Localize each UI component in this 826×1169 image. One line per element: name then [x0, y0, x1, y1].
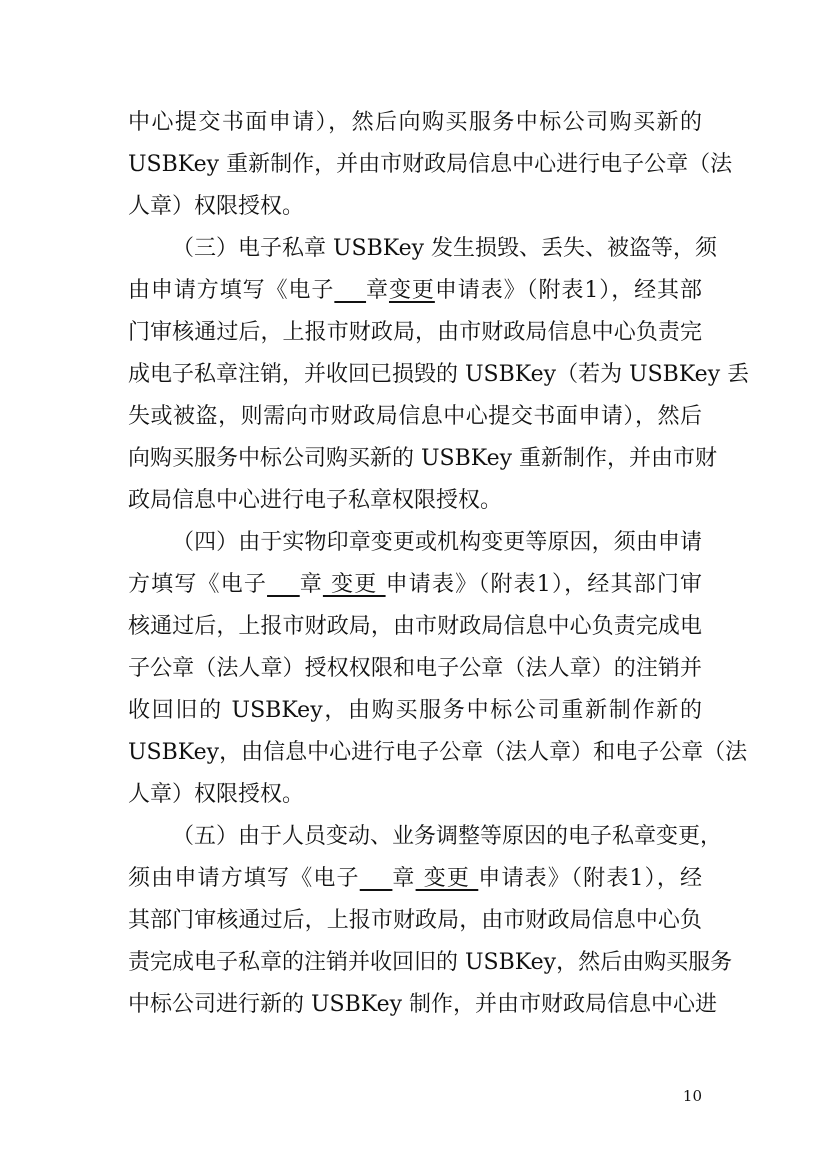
text-run: 人章）权限授权。 [128, 782, 305, 807]
text-line [128, 779, 702, 811]
text-run: 申请表》（附表1），经其部门审 [385, 572, 702, 597]
text-run: 其部门审核通过后，上报市财政局，由市财政局信息中心负 [128, 908, 702, 933]
blank-field [360, 866, 393, 891]
text-run: 责完成电子私章的注销并收回旧的 USBKey，然后由购买服务 [128, 950, 733, 975]
text-run: USBKey，由信息中心进行电子公章（法人章）和电子公章（法 [128, 740, 748, 765]
text-run: 收回旧的 USBKey，由购买服务中标公司重新制作新的 [128, 698, 702, 723]
text-line [128, 863, 702, 895]
text-line [128, 947, 733, 979]
text-run: 章 [366, 278, 389, 303]
text-run: （五）由于人员变动、业务调整等原因的电子私章变更， [172, 824, 723, 849]
text-line [128, 653, 702, 685]
text-run: 由申请方填写《电子 [128, 278, 335, 303]
text-line [128, 359, 750, 391]
text-run: 方填写《电子 [128, 572, 268, 597]
text-run: 章 [299, 572, 323, 597]
text-run: 章 [392, 866, 416, 891]
text-run: USBKey 重新制作，并由市财政局信息中心进行电子公章（法 [128, 152, 733, 177]
text-run: 人章）权限授权。 [128, 194, 305, 219]
text-line [128, 107, 702, 139]
text-line [128, 443, 718, 475]
underlined-text: 变更 [322, 572, 386, 597]
text-line [128, 149, 733, 181]
text-run: 申请表》（附表1），经其部 [434, 278, 702, 303]
text-run: 政局信息中心进行电子私章权限授权。 [128, 488, 503, 513]
blank-field [267, 572, 300, 597]
text-run: 申请表》（附表1），经 [478, 866, 702, 891]
text-line [128, 737, 748, 769]
blank-field [334, 278, 366, 303]
text-line [128, 485, 702, 517]
page-number: 10 [682, 1087, 702, 1105]
text-line [128, 989, 718, 1021]
text-run: 成电子私章注销，并收回已损毁的 USBKey（若为 USBKey 丢 [128, 362, 750, 387]
text-run: 失或被盗，则需向市财政局信息中心提交书面申请），然后 [128, 404, 702, 429]
text-run: 向购买服务中标公司购买新的 USBKey 重新制作，并由市财 [128, 446, 718, 471]
text-run: 核通过后，上报市财政局，由市财政局信息中心负责完成电 [128, 614, 702, 639]
text-line [128, 191, 702, 223]
text-line [128, 695, 702, 727]
text-run: 中心提交书面申请），然后向购买服务中标公司购买新的 [128, 110, 702, 135]
text-run: 子公章（法人章）授权权限和电子公章（法人章）的注销并 [128, 656, 702, 681]
text-line [128, 611, 702, 643]
text-run: 须由申请方填写《电子 [128, 866, 360, 891]
text-run: 门审核通过后，上报市财政局，由市财政局信息中心负责完 [128, 320, 702, 345]
text-line [172, 527, 702, 559]
text-run: （三）电子私章 USBKey 发生损毁、丢失、被盗等，须 [172, 236, 718, 261]
text-line [128, 317, 702, 349]
underlined-text: 变更 [415, 866, 479, 891]
text-line [128, 905, 702, 937]
text-line [172, 233, 718, 265]
text-line [128, 569, 702, 601]
underlined-text: 变更 [388, 278, 435, 303]
text-run: 中标公司进行新的 USBKey 制作，并由市财政局信息中心进 [128, 992, 718, 1017]
text-run: （四）由于实物印章变更或机构变更等原因，须由申请 [172, 530, 702, 555]
text-line [128, 275, 702, 307]
text-line [172, 821, 723, 853]
text-line [128, 401, 702, 433]
